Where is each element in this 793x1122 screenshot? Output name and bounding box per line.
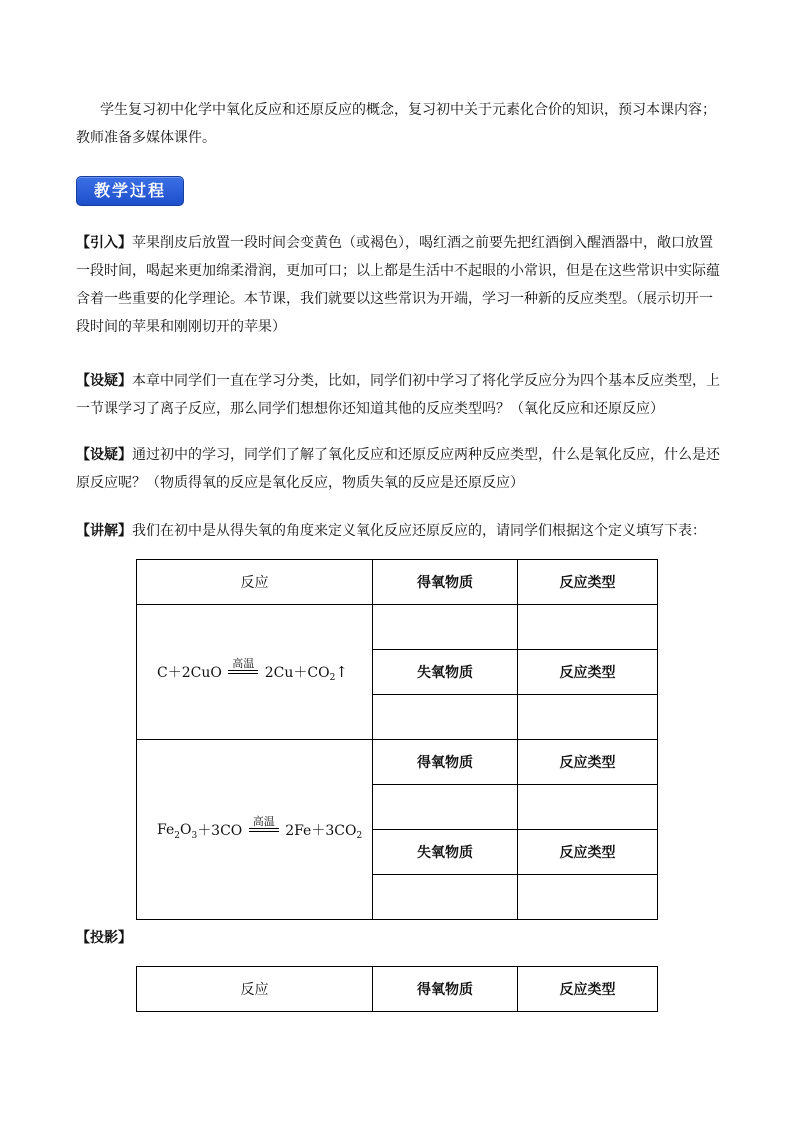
label-gain-oxygen: 得氧物质 — [373, 740, 518, 785]
paragraph-sheyi-2 — [76, 441, 724, 497]
header-reaction-type: 反应类型 — [518, 560, 658, 605]
label-reaction-type: 反应类型 — [518, 740, 658, 785]
blank-cell — [373, 875, 518, 920]
tag-sheyi-1: 【设疑】 — [76, 373, 132, 389]
text-jiangjie: 我们在初中是从得失氧的角度来定义氧化反应还原反应的，请同学们根据这个定义填写下表： — [132, 523, 706, 539]
header-reaction: 反应 — [137, 560, 373, 605]
blank-cell — [373, 785, 518, 830]
blank-cell — [373, 695, 518, 740]
header-gain-oxygen: 得氧物质 — [373, 967, 518, 1012]
reaction-table — [136, 559, 658, 920]
label-reaction-type: 反应类型 — [518, 650, 658, 695]
paragraph-yinru — [76, 229, 724, 341]
text-sheyi-2: 通过初中的学习，同学们了解了氧化反应和还原反应两种反应类型，什么是氧化反应，什么是还原反应呢？（物质得氧的反应是氧化反应，物质失氧的反应是还原反应） — [76, 447, 720, 491]
paragraph-sheyi-1 — [76, 367, 724, 423]
blank-cell — [518, 785, 658, 830]
section-banner — [76, 176, 184, 206]
table-header-row — [137, 967, 658, 1012]
table-row — [137, 740, 658, 785]
tag-sheyi-2: 【设疑】 — [76, 447, 132, 463]
text-yinru: 苹果削皮后放置一段时间会变黄色（或褐色），喝红酒之前要先把红酒倒入醒酒器中，敞口放置一段时间，喝起来更加绵柔滑润，更加可口；以上都是生活中不起眼的小常识，但是在这些常识中实际蕴含着一些重要的化学理论。本节课，我们就要以这些常识为开端，学习一种新的反应类型。（展示切开一段时间的苹果和刚刚切开的苹果） — [76, 235, 720, 335]
table-row — [137, 605, 658, 650]
paragraph-touying — [76, 924, 724, 952]
label-lose-oxygen: 失氧物质 — [373, 830, 518, 875]
equation-2: $Fe_2O_3+3CO$ 高温 $2Fe+3CO_2$ — [137, 740, 373, 920]
label-reaction-type: 反应类型 — [518, 830, 658, 875]
label-lose-oxygen: 失氧物质 — [373, 650, 518, 695]
blank-cell — [518, 605, 658, 650]
blank-cell — [373, 605, 518, 650]
header-reaction-type: 反应类型 — [518, 967, 658, 1012]
projection-table — [136, 966, 658, 1012]
blank-cell — [518, 695, 658, 740]
condition-1: 高温 — [228, 658, 258, 686]
header-reaction: 反应 — [137, 967, 373, 1012]
equation-1: C＋2CuO 高温 $2Cu+CO_2↑$ — [137, 605, 373, 740]
intro-paragraph: 学生复习初中化学中氧化反应和还原反应的概念，复习初中关于元素化合价的知识，预习本课内容；教师准备多媒体课件。 — [76, 102, 716, 146]
blank-cell — [518, 875, 658, 920]
paragraph-jiangjie — [76, 517, 724, 545]
condition-2: 高温 — [249, 816, 279, 844]
header-gain-oxygen: 得氧物质 — [373, 560, 518, 605]
tag-jiangjie: 【讲解】 — [76, 523, 132, 539]
tag-touying: 【投影】 — [76, 930, 132, 946]
section-title: 教学过程 — [93, 181, 166, 200]
text-sheyi-1: 本章中同学们一直在学习分类，比如，同学们初中学习了将化学反应分为四个基本反应类型，上一节课学习了离子反应，那么同学们想想你还知道其他的反应类型吗？（氧化反应和还原反应） — [76, 373, 720, 417]
table-header-row — [137, 560, 658, 605]
tag-yinru: 【引入】 — [76, 235, 132, 251]
